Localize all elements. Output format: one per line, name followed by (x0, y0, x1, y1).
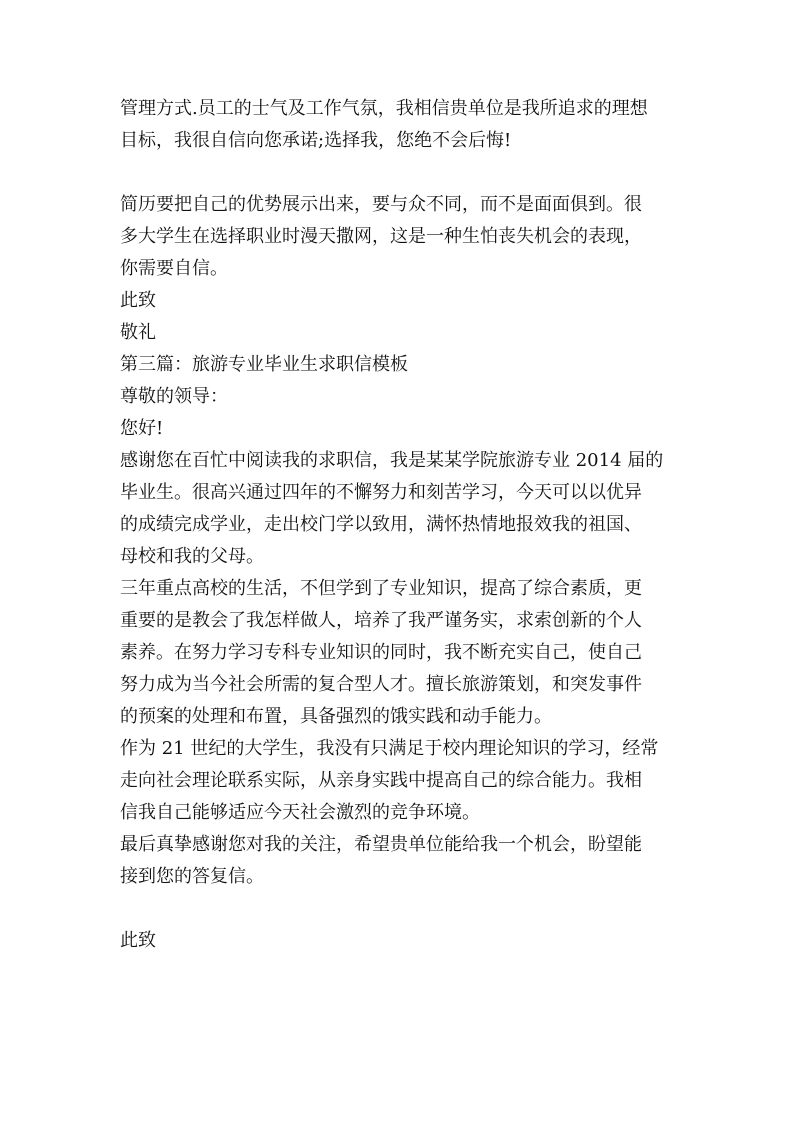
text-line: 素养。在努力学习专科专业知识的同时，我不断充实自己，使自己 (120, 642, 642, 663)
text-line: 多大学生在选择职业时漫天撒网，这是一种生怕丧失机会的表现， (120, 226, 642, 247)
text-line: 管理方式.员工的士气及工作气氛，我相信贵单位是我所追求的理想 (120, 98, 648, 119)
text-line: 的成绩完成学业，走出校门学以致用，满怀热情地报效我的祖国、 (120, 514, 642, 535)
text-line: 母校和我的父母。 (120, 546, 264, 567)
text-line: 毕业生。很高兴通过四年的不懈努力和刻苦学习，今天可以以优异 (120, 482, 642, 503)
text-line: 接到您的答复信。 (120, 866, 264, 887)
text-line: 作为 21 世纪的大学生，我没有只满足于校内理论知识的学习，经常 (120, 738, 659, 759)
text-line: 走向社会理论联系实际，从亲身实践中提高自己的综合能力。我相 (120, 770, 642, 791)
section-title: 第三篇：旅游专业毕业生求职信模板 (120, 354, 408, 375)
greeting: 您好! (120, 418, 164, 439)
paragraph-gap (120, 157, 680, 189)
paragraph-gap (120, 893, 680, 925)
text-line: 你需要自信。 (120, 258, 228, 279)
document-body (120, 93, 680, 957)
text-line: 重要的是教会了我怎样做人，培养了我严谨务实，求索创新的个人 (120, 610, 642, 631)
text-line: 三年重点高校的生活，不但学到了专业知识，提高了综合素质，更 (120, 578, 642, 599)
text-line: 最后真挚感谢您对我的关注，希望贵单位能给我一个机会，盼望能 (120, 834, 642, 855)
text-line: 信我自己能够适应今天社会激烈的竞争环境。 (120, 802, 480, 823)
closing-line: 此致 (120, 290, 156, 311)
text-line: 感谢您在百忙中阅读我的求职信，我是某某学院旅游专业 2014 届的 (120, 450, 664, 471)
closing-line: 敬礼 (120, 322, 156, 343)
text-line: 简历要把自己的优势展示出来，要与众不同，而不是面面俱到。很 (120, 194, 642, 215)
text-line: 的预案的处理和布置，具备强烈的饿实践和动手能力。 (120, 706, 552, 727)
salutation: 尊敬的领导： (120, 386, 228, 407)
text-line: 目标，我很自信向您承诺;选择我，您绝不会后悔! (120, 130, 512, 151)
closing-line: 此致 (120, 930, 156, 951)
text-line: 努力成为当今社会所需的复合型人才。擅长旅游策划，和突发事件 (120, 674, 642, 695)
